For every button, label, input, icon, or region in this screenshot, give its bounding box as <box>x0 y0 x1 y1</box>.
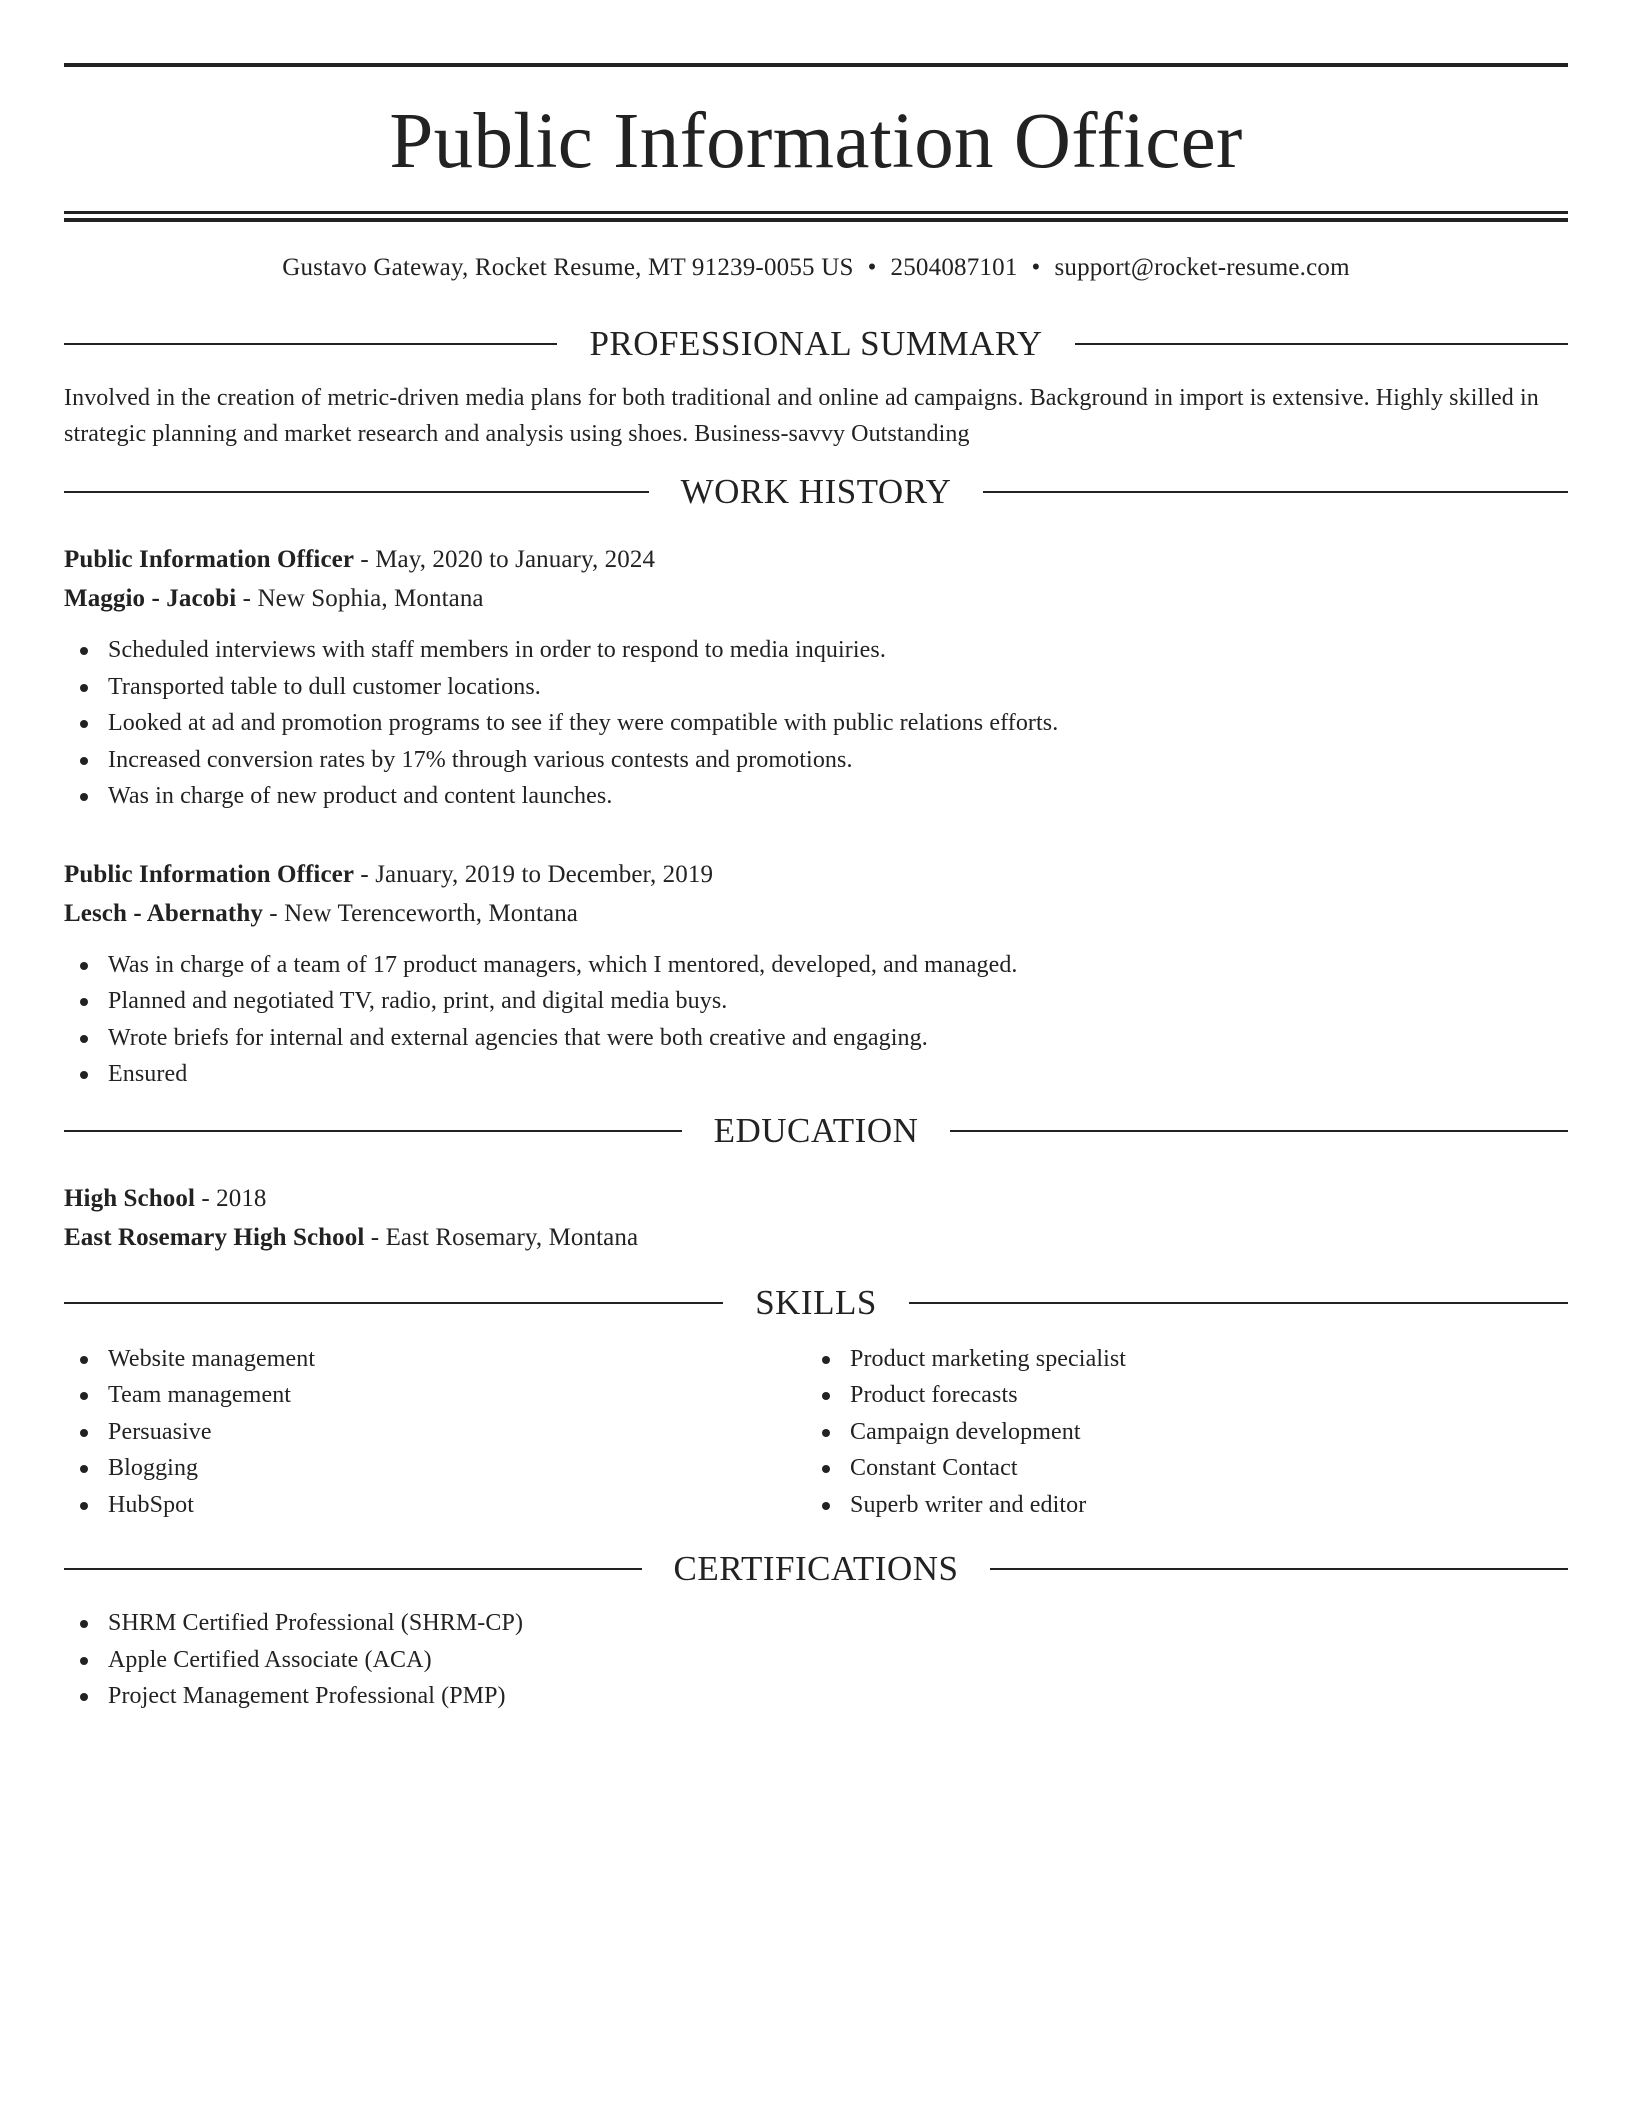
skill-item: Superb writer and editor <box>806 1487 1548 1524</box>
skill-item: Product forecasts <box>806 1377 1548 1414</box>
contact-email: support@rocket-resume.com <box>1054 254 1350 281</box>
resume-page <box>64 0 1568 1715</box>
education-degree: High School <box>64 1184 195 1212</box>
job-company-line <box>64 579 1568 618</box>
job-title: Public Information Officer <box>64 546 355 573</box>
skill-item: Product marketing specialist <box>806 1341 1548 1378</box>
job-location: - New Sophia, Montana <box>236 585 484 612</box>
section-rule-right <box>990 1568 1568 1570</box>
certification-item: Apple Certified Associate (ACA) <box>64 1642 1568 1679</box>
certification-item: Project Management Professional (PMP) <box>64 1678 1568 1715</box>
list-item: Looked at ad and promotion programs to see if they were compatible with public relations efforts. <box>64 705 1568 742</box>
section-rule-left <box>64 1130 682 1132</box>
section-title: EDUCATION <box>713 1110 919 1150</box>
job-bullets <box>64 947 1568 1093</box>
skills-list-right <box>806 1341 1548 1524</box>
list-item: Wrote briefs for internal and external agencies that were both creative and engaging. <box>64 1020 1568 1057</box>
job-dates: - May, 2020 to January, 2024 <box>354 546 656 573</box>
section-title: SKILLS <box>755 1282 877 1322</box>
certification-item: SHRM Certified Professional (SHRM-CP) <box>64 1605 1568 1642</box>
job-entry <box>64 540 1568 815</box>
education-school: East Rosemary High School <box>64 1223 365 1251</box>
section-rule-right <box>950 1130 1568 1132</box>
section-heading-education <box>64 1109 1568 1153</box>
page-title: Public Information Officer <box>389 98 1243 185</box>
list-item: Planned and negotiated TV, radio, print, and digital media buys. <box>64 983 1568 1020</box>
section-heading-summary <box>64 322 1568 366</box>
job-company: Maggio - Jacobi <box>64 585 237 612</box>
title-double-rule <box>64 211 1568 222</box>
summary-text: Involved in the creation of metric-driven media plans for both traditional and online ad campaigns. Background in import is extensive. Highly skilled in strategic planning and market research and analysis using shoes. Business-savvy Outstanding <box>64 385 1539 447</box>
contact-separator: • <box>867 254 877 281</box>
contact-phone: 2504087101 <box>890 254 1018 281</box>
job-dates: - January, 2019 to December, 2019 <box>354 860 714 888</box>
skill-item: Website management <box>64 1341 806 1378</box>
section-heading-skills <box>64 1281 1568 1325</box>
contact-separator: • <box>1031 254 1041 281</box>
job-bullets <box>64 632 1568 815</box>
job-title-line <box>64 855 1568 894</box>
education-year: - 2018 <box>195 1184 267 1212</box>
contact-address: Gustavo Gateway, Rocket Resume, MT 91239-0055 US <box>282 254 854 281</box>
section-heading-work <box>64 470 1568 514</box>
job-company: Lesch - Abernathy <box>64 899 263 927</box>
skill-item: HubSpot <box>64 1487 806 1524</box>
education-degree-line <box>64 1179 1568 1218</box>
list-item: Ensured <box>64 1056 1568 1093</box>
section-rule-left <box>64 1302 723 1304</box>
education-location: - East Rosemary, Montana <box>364 1223 639 1251</box>
skill-item: Campaign development <box>806 1414 1548 1451</box>
certifications-list <box>64 1605 1568 1715</box>
job-entry <box>64 855 1568 1093</box>
section-rule-right <box>983 491 1568 493</box>
skill-item: Blogging <box>64 1450 806 1487</box>
section-rule-right <box>909 1302 1568 1304</box>
list-item: Was in charge of a team of 17 product managers, which I mentored, developed, and managed. <box>64 947 1568 984</box>
section-title: PROFESSIONAL SUMMARY <box>589 324 1043 363</box>
education-entry <box>64 1179 1568 1257</box>
job-location: - New Terenceworth, Montana <box>262 899 578 927</box>
section-rule-left <box>64 491 649 493</box>
section-rule-left <box>64 343 557 345</box>
list-item: Transported table to dull customer locations. <box>64 669 1568 706</box>
list-item: Increased conversion rates by 17% through various contests and promotions. <box>64 742 1568 779</box>
skill-item: Persuasive <box>64 1414 806 1451</box>
education-school-line <box>64 1218 1568 1257</box>
section-title: WORK HISTORY <box>680 472 952 511</box>
job-title-line <box>64 540 1568 579</box>
section-title: CERTIFICATIONS <box>673 1549 959 1588</box>
job-company-line <box>64 894 1568 933</box>
top-rule <box>64 63 1568 67</box>
skill-item: Team management <box>64 1377 806 1414</box>
section-rule-left <box>64 1568 642 1570</box>
skills-grid <box>64 1341 1568 1524</box>
contact-line <box>64 252 1568 284</box>
list-item: Was in charge of new product and content launches. <box>64 778 1568 815</box>
job-title: Public Information Officer <box>64 860 355 888</box>
work-history-list <box>64 540 1568 1093</box>
skill-item: Constant Contact <box>806 1450 1548 1487</box>
section-heading-certifications <box>64 1547 1568 1591</box>
list-item: Scheduled interviews with staff members in order to respond to media inquiries. <box>64 632 1568 669</box>
section-rule-right <box>1075 343 1568 345</box>
skills-list-left <box>64 1341 806 1524</box>
